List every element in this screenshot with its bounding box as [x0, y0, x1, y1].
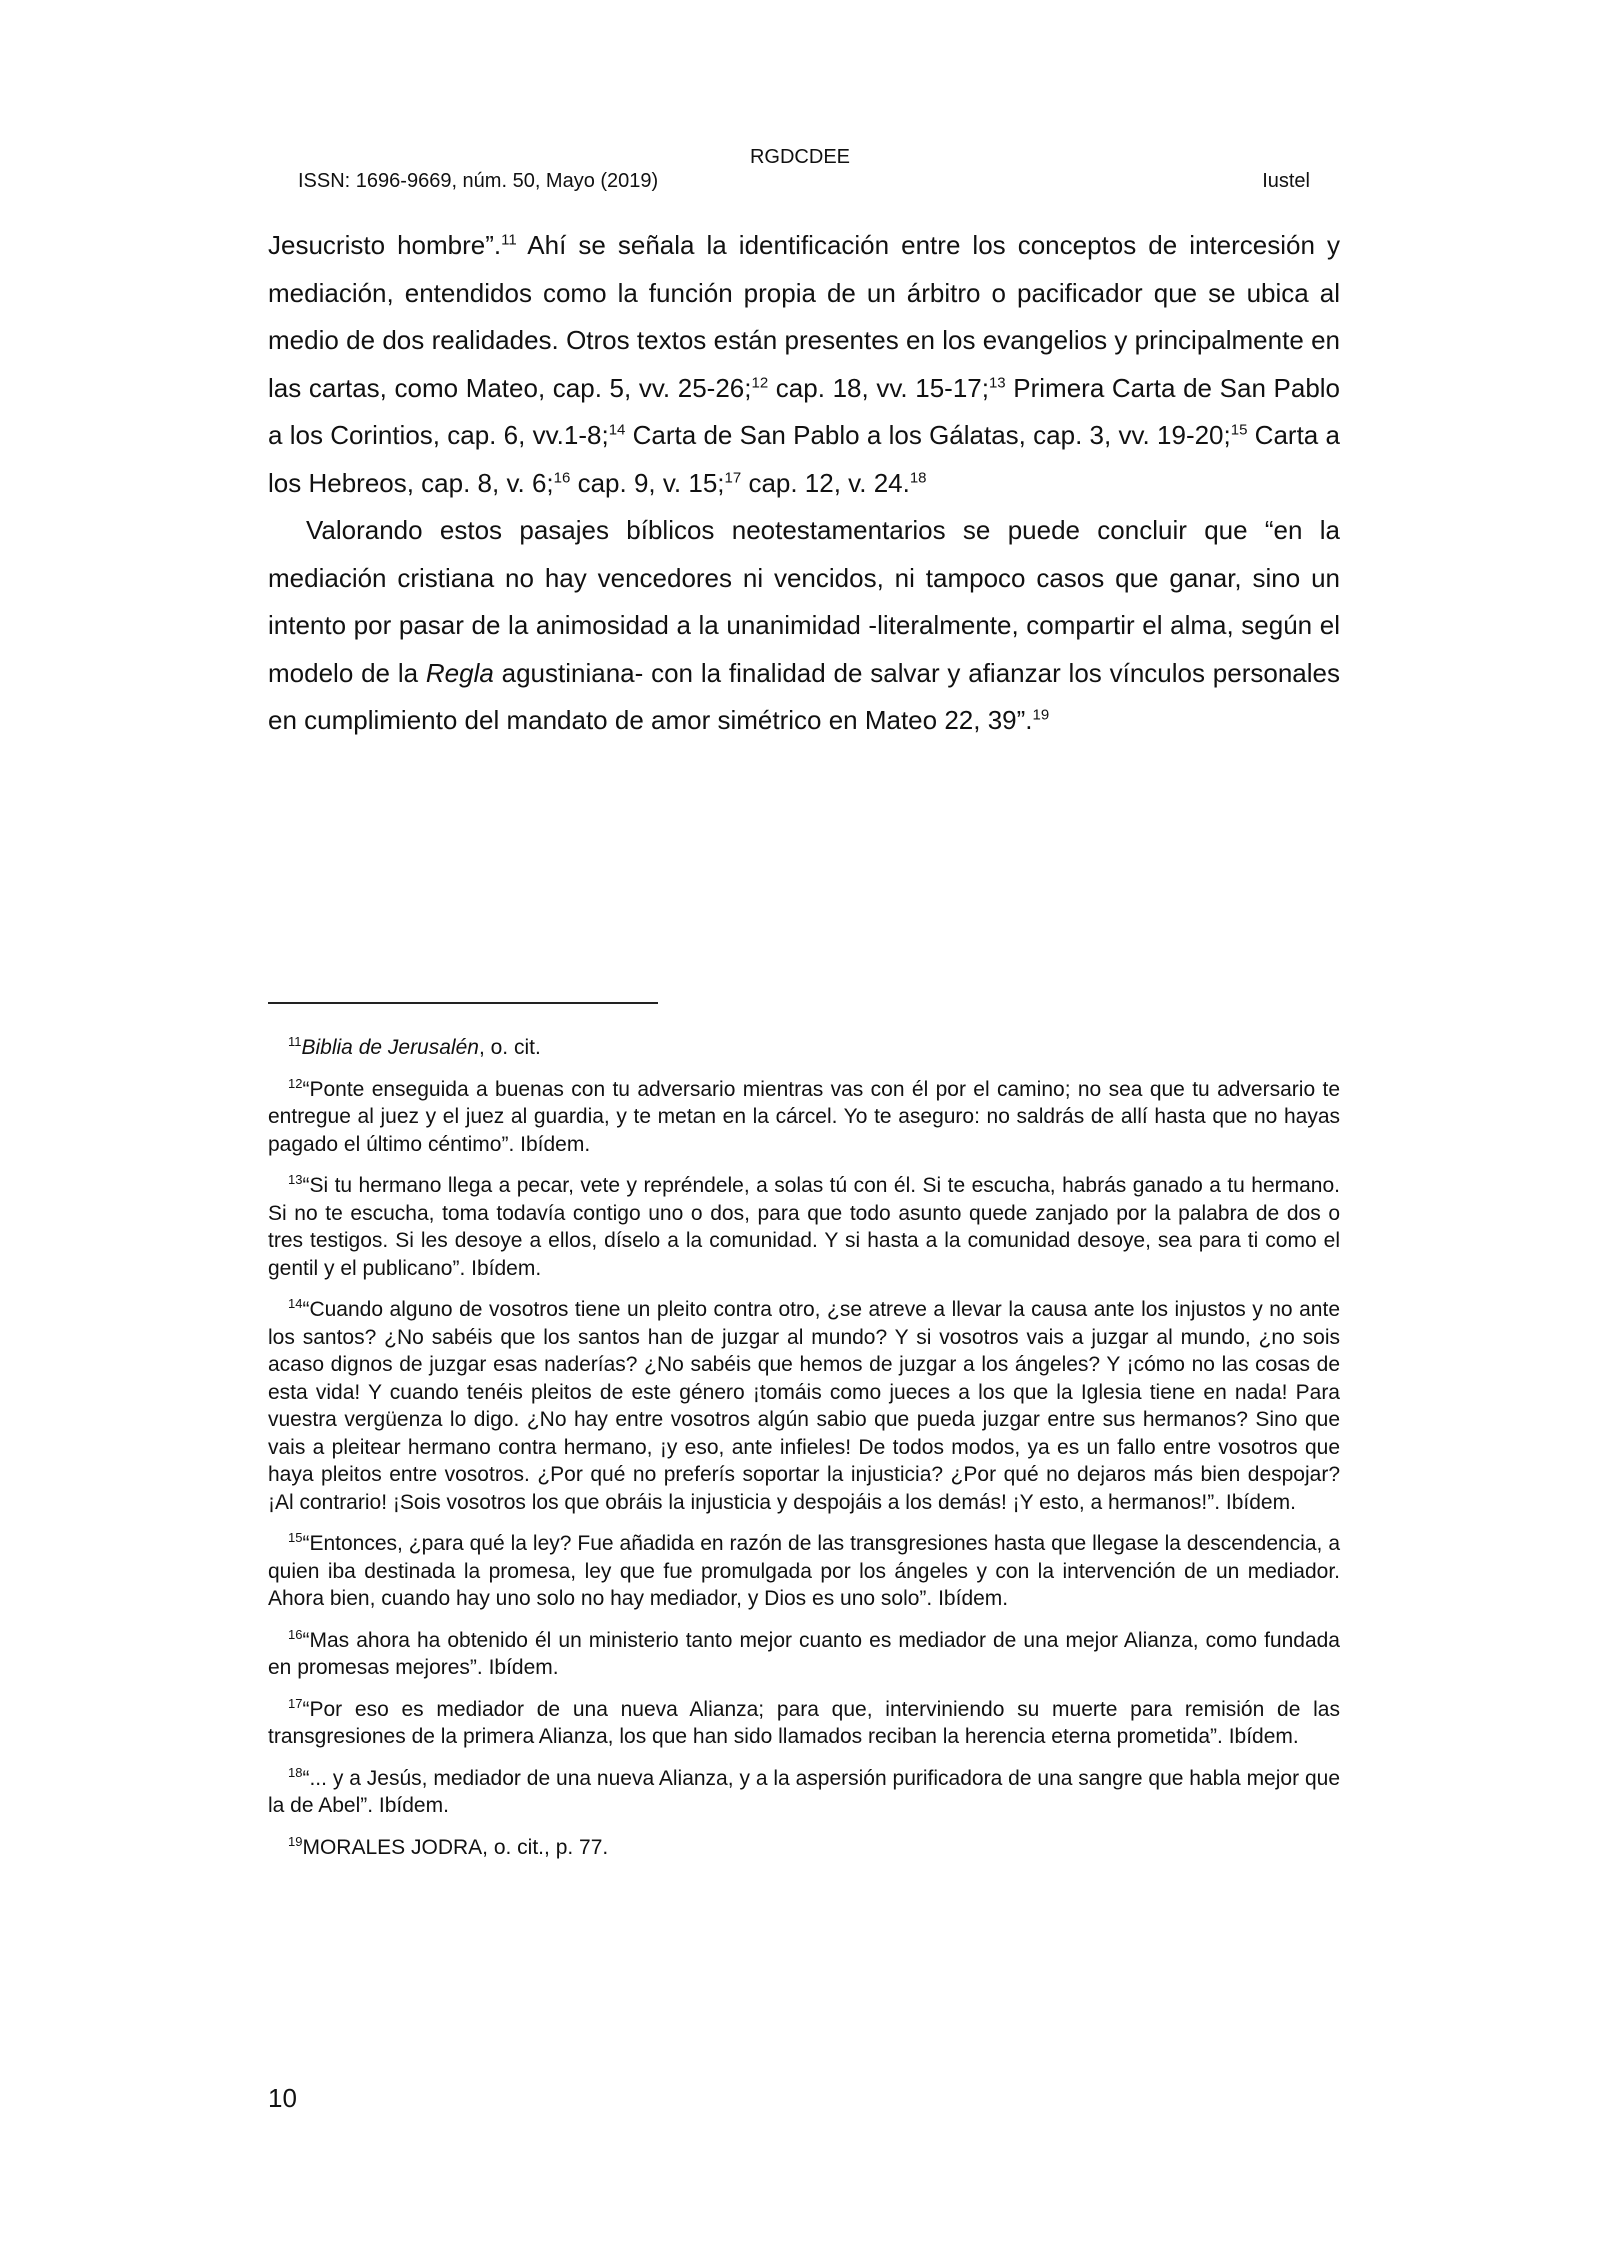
footnote-17 — [268, 1696, 1340, 1751]
footnote-number: 15 — [288, 1530, 303, 1545]
footnote-separator — [268, 1002, 658, 1004]
text-span: Ahí se señala la identificación entre los conceptos de intercesión y mediación, entendidos como la función propia de un árbitro o pacificador que se ubica al medio de dos realidades. Otros textos están presentes en los evangelios y principalmente en las cartas, como Mateo, cap. 5, vv. 25-26; — [268, 230, 1340, 403]
footnote-ref[interactable]: 17 — [724, 468, 742, 486]
italic-title: Regla — [425, 657, 494, 688]
text-span: agustiniana- con la finalidad de salvar y afianzar los vínculos personales en cumplimiento del mandato de amor simétrico en Mateo 22, 39”. — [268, 657, 1340, 735]
text-span: Carta a los Hebreos, cap. 8, v. 6; — [268, 420, 1340, 498]
main-text — [268, 222, 1340, 745]
footnote-text: , o. cit. — [478, 1036, 541, 1059]
footnote-italic: Biblia de Jerusalén — [301, 1036, 479, 1059]
paragraph-2 — [268, 507, 1340, 745]
page-number: 10 — [268, 2083, 297, 2113]
footnote-text: “Entonces, ¿para qué la ley? Fue añadida en razón de las transgresiones hasta que llegase la descendencia, a quien iba destinada la promesa, ley que fue promulgada por los ángeles y con la intervención de un mediador. Ahora bien, cuando hay uno solo no hay mediador, y Dios es uno solo”. Ibídem. — [268, 1532, 1340, 1610]
text-span: cap. 18, vv. 15-17; — [768, 372, 989, 403]
footnote-ref[interactable]: 15 — [1230, 421, 1248, 439]
footnote-ref[interactable]: 13 — [988, 373, 1006, 391]
footnote-number: 17 — [288, 1695, 303, 1711]
footnote-12 — [268, 1076, 1340, 1159]
footnote-number: 18 — [288, 1764, 303, 1780]
footnote-number: 16 — [288, 1626, 303, 1642]
footnote-number: 19 — [288, 1833, 303, 1849]
footnote-18 — [268, 1765, 1340, 1820]
footnote-text: MORALES JODRA, o. cit., p. 77. — [302, 1835, 609, 1859]
footnote-ref[interactable]: 14 — [608, 421, 626, 439]
footnote-15 — [268, 1530, 1340, 1613]
footnote-ref[interactable]: 18 — [909, 468, 927, 486]
footnote-text: “... y a Jesús, mediador de una nueva Alianza, y a la aspersión purificadora de una sangre que habla mejor que la de Abel”. Ibídem. — [268, 1766, 1340, 1817]
text-span: Jesucristo hombre”. — [268, 230, 502, 260]
footnote-19 — [268, 1834, 1340, 1862]
footnote-number: 14 — [288, 1296, 303, 1311]
footnote-text: “Cuando alguno de vosotros tiene un pleito contra otro, ¿se atreve a llevar la causa ante los injustos y no ante los santos? ¿No sabéis que los santos han de juzgar al mundo? Y si vosotros vais a juzgar al mundo, ¿no sois acaso dignos de juzgar esas naderías? ¿No sabéis que hemos de juzgar a los ángeles? Y ¡cómo no las cosas de esta vida! Y cuando tenéis pleitos de este género ¡tomáis como jueces a los que la Iglesia tiene en nada! Para vuestra vergüenza lo digo. ¿No hay entre vosotros algún sabio que pueda juzgar entre sus hermanos? Sino que vais a pleitear hermano contra hermano, ¡y eso, ante infieles! De todos modos, ya es un fallo entre vosotros que haya pleitos entre vosotros. ¿Por qué no preferís soportar la injusticia? ¿Por qué no dejaros más bien despojar? ¡Al contrario! ¡Sois vosotros los que obráis la injusticia y despojáis a los demás! ¡Y esto, a hermanos!”. Ibídem. — [268, 1298, 1340, 1514]
footnote-text: “Por eso es mediador de una nueva Alianza; para que, interviniendo su muerte para remisión de las transgresiones de la primera Alianza, los que han sido llamados reciban la herencia eterna prometida”. Ibídem. — [268, 1697, 1340, 1748]
journal-title: RGDCDEE — [749, 146, 850, 168]
footnote-13 — [268, 1172, 1340, 1282]
footnote-ref[interactable]: 19 — [1032, 706, 1050, 724]
footnote-14 — [268, 1296, 1340, 1516]
footnote-number: 13 — [288, 1172, 303, 1187]
footnote-ref[interactable]: 16 — [553, 468, 571, 486]
footnote-11 — [268, 1034, 1340, 1062]
text-span: Primera Carta de San Pablo a los Corintios, cap. 6, vv.1-8; — [268, 372, 1341, 450]
footnote-number: 12 — [288, 1075, 303, 1091]
footnote-number: 11 — [288, 1034, 302, 1049]
text-span: cap. 12, v. 24. — [741, 467, 910, 498]
text-span: Valorando estos pasajes bíblicos neotestamentarios se puede concluir que “en la mediación cristiana no hay vencedores ni vencidos, ni tampoco casos que ganar, sino un intento por pasar de la animosidad a la unanimidad -literalmente, compartir el alma, según el modelo de la — [268, 515, 1340, 688]
footnote-text: “Si tu hermano llega a pecar, vete y repréndele, a solas tú con él. Si te escucha, habrás ganado a tu hermano. Si no te escucha, toma todavía contigo uno o dos, para que todo asunto quede zanjado por la palabra de dos o tres testigos. Si les desoye a ellos, díselo a la comunidad. Y si hasta a la comunidad desoye, sea para ti como el gentil y el publicano”. Ibídem. — [268, 1174, 1340, 1280]
text-span: Carta de San Pablo a los Gálatas, cap. 3, vv. 19-20; — [625, 420, 1231, 450]
text-span: cap. 9, v. 15; — [570, 467, 725, 498]
footnotes — [268, 1034, 1340, 1875]
issn-info: ISSN: 1696-9669, núm. 50, Mayo (2019) — [298, 170, 659, 192]
footnote-text: “Ponte enseguida a buenas con tu adversario mientras vas con él por el camino; no sea que tu adversario te entregue al juez y el juez al guardia, y te metan en la cárcel. Yo te aseguro: no saldrás de allí hasta que no hayas pagado el último céntimo”. Ibídem. — [268, 1077, 1340, 1156]
footnote-ref[interactable]: 12 — [751, 373, 769, 391]
footnote-ref[interactable]: 11 — [501, 231, 517, 249]
publisher-name: Iustel — [1262, 170, 1310, 192]
footnote-16 — [268, 1627, 1340, 1682]
footnote-text: “Mas ahora ha obtenido él un ministerio tanto mejor cuanto es mediador de una mejor Alianza, como fundada en promesas mejores”. Ibídem. — [268, 1628, 1340, 1679]
paragraph-1 — [268, 222, 1340, 507]
